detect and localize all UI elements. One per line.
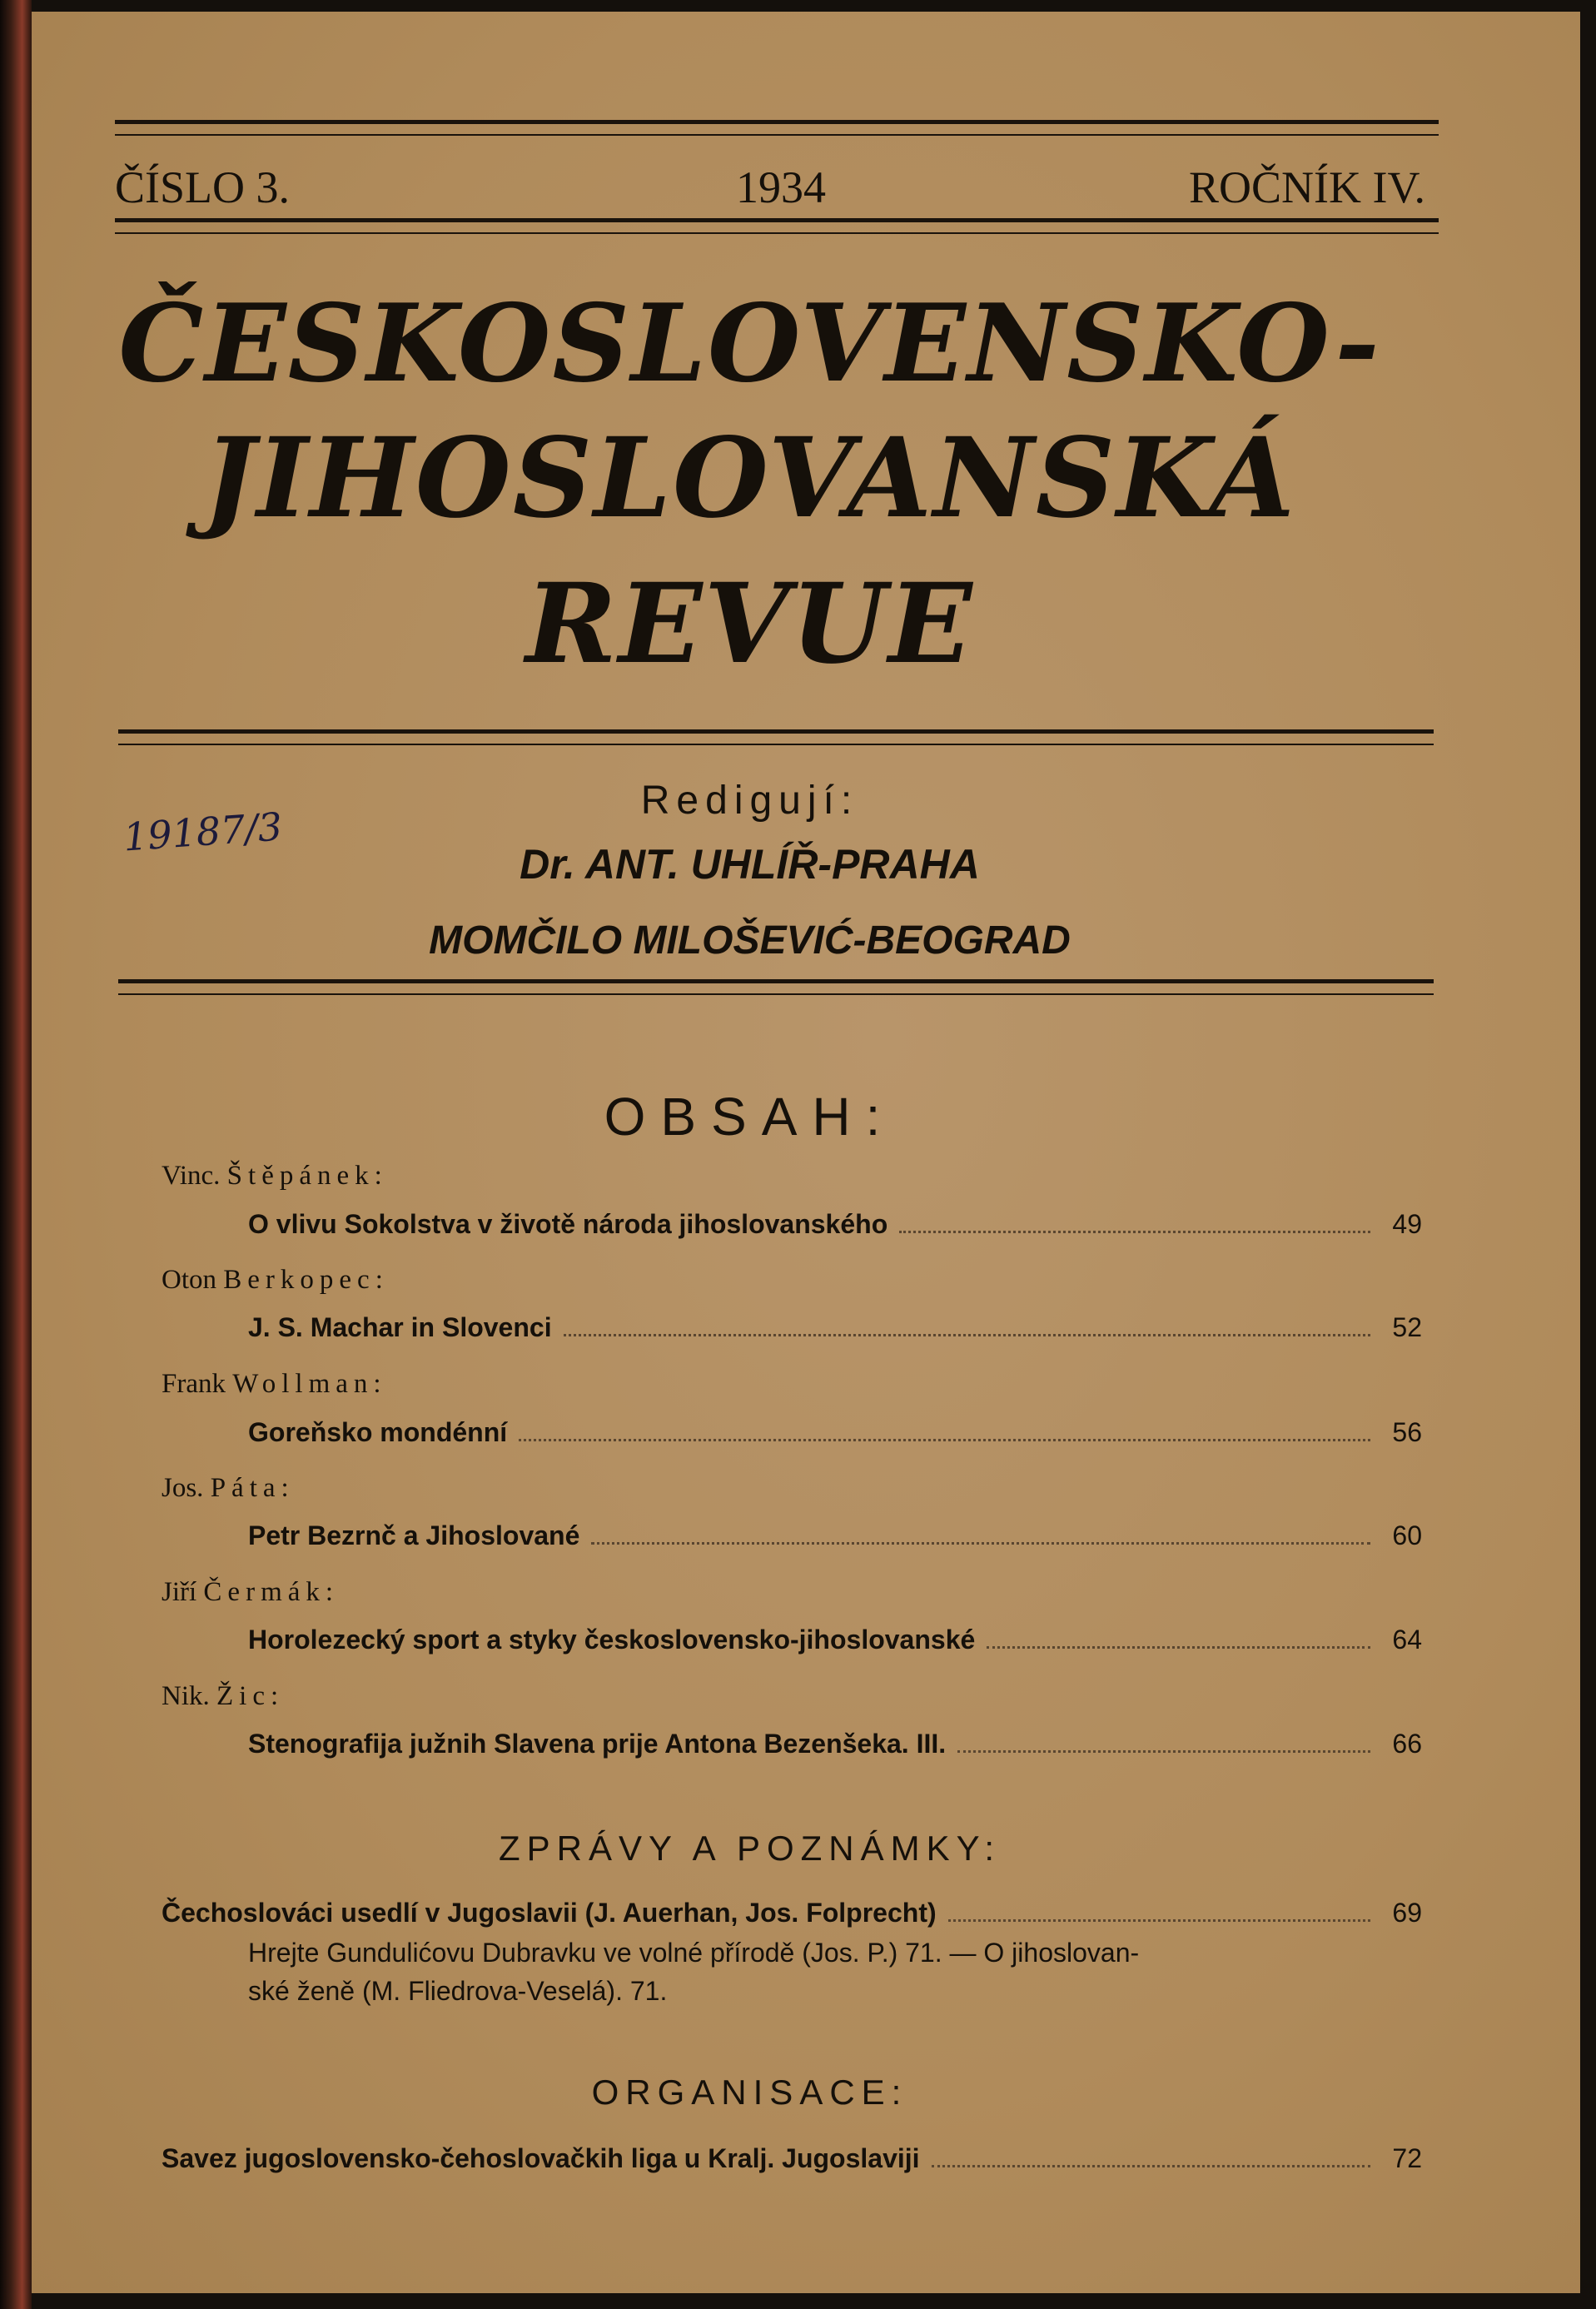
author-first-name: Frank bbox=[162, 1369, 226, 1399]
article-page: 66 bbox=[1392, 1729, 1422, 1759]
editors-rule bbox=[118, 979, 1434, 995]
editor-1: Dr. ANT. UHLÍŘ-PRAHA bbox=[520, 841, 980, 888]
title-line-2: JIHOSLOVANSKÁ bbox=[202, 414, 1297, 543]
dot-leader bbox=[899, 1231, 1370, 1233]
author-last-name: Berkopec: bbox=[223, 1265, 389, 1295]
volume-number: ROČNÍK IV. bbox=[1189, 162, 1426, 212]
news-entry bbox=[162, 1898, 1422, 1928]
author-first-name: Jiří bbox=[162, 1577, 197, 1607]
news-note-line-1: Hrejte Gundulićovu Dubravku ve volné přírodě (Jos. P.) 71. — O jihoslovan- bbox=[248, 1938, 1140, 1968]
dot-leader bbox=[519, 1439, 1370, 1441]
article-author bbox=[162, 1681, 284, 1712]
news-entry-title: Čechoslováci usedlí v Jugoslavii (J. Auerhan, Jos. Folprecht) bbox=[162, 1898, 937, 1928]
top-rule bbox=[115, 120, 1439, 136]
editors-label: Redigují: bbox=[640, 779, 859, 823]
article-author bbox=[162, 1577, 339, 1608]
article-entry bbox=[248, 1312, 1422, 1343]
article-entry bbox=[248, 1625, 1422, 1655]
article-title: O vlivu Sokolstva v životě národa jihoslovanského bbox=[248, 1209, 888, 1239]
issue-year: 1934 bbox=[736, 162, 826, 212]
editor-2: MOMČILO MILOŠEVIĆ-BEOGRAD bbox=[429, 918, 1071, 963]
dot-leader bbox=[591, 1542, 1370, 1545]
journal-cover-page bbox=[32, 12, 1580, 2293]
author-last-name: Čermák: bbox=[203, 1577, 340, 1607]
article-page: 64 bbox=[1392, 1625, 1422, 1655]
dot-leader bbox=[564, 1334, 1370, 1336]
article-title: Petr Bezrnč a Jihoslované bbox=[248, 1520, 580, 1550]
article-entry bbox=[248, 1729, 1422, 1759]
organisace-entry bbox=[162, 2143, 1422, 2174]
article-page: 52 bbox=[1392, 1312, 1422, 1342]
news-heading: ZPRÁVY A POZNÁMKY: bbox=[498, 1829, 1002, 1868]
author-last-name: Žic: bbox=[216, 1681, 285, 1711]
dot-leader bbox=[957, 1750, 1370, 1753]
author-last-name: Štěpánek: bbox=[226, 1161, 388, 1191]
dot-leader bbox=[932, 2165, 1370, 2167]
organisace-entry-title: Savez jugoslovensko-čehoslovačkih liga u Kralj. Jugoslaviji bbox=[162, 2143, 920, 2173]
article-author bbox=[162, 1473, 295, 1504]
title-rule bbox=[118, 729, 1434, 745]
author-first-name: Oton bbox=[162, 1265, 216, 1295]
article-title: Stenografija južnih Slavena prije Antona Bezenšeka. III. bbox=[248, 1729, 947, 1759]
article-author bbox=[162, 1369, 387, 1400]
article-page: 60 bbox=[1392, 1520, 1422, 1550]
organisace-heading: ORGANISACE: bbox=[591, 2073, 908, 2112]
author-first-name: Jos. bbox=[162, 1473, 204, 1503]
author-last-name: Páta: bbox=[210, 1473, 295, 1503]
news-entry-page: 69 bbox=[1392, 1898, 1422, 1928]
library-stamp: 19187/3 bbox=[122, 804, 284, 860]
dot-leader bbox=[987, 1646, 1370, 1649]
title-line-3: REVUE bbox=[525, 560, 974, 689]
article-entry bbox=[248, 1520, 1422, 1551]
article-author bbox=[162, 1265, 389, 1296]
issue-number: ČÍSLO 3. bbox=[115, 162, 291, 212]
dot-leader bbox=[948, 1919, 1370, 1922]
article-page: 56 bbox=[1392, 1417, 1422, 1447]
contents-heading: OBSAH: bbox=[604, 1087, 896, 1147]
header-rule bbox=[115, 218, 1439, 234]
author-first-name: Nik. bbox=[162, 1681, 210, 1711]
article-title: Goreňsko mondénní bbox=[248, 1417, 508, 1447]
article-page: 49 bbox=[1392, 1209, 1422, 1239]
article-title: J. S. Machar in Slovenci bbox=[248, 1312, 552, 1342]
article-entry bbox=[248, 1417, 1422, 1448]
organisace-entry-page: 72 bbox=[1392, 2143, 1422, 2173]
title-line-1: ČESKOSLOVENSKO- bbox=[118, 281, 1381, 406]
news-note-line-2: ské ženě (M. Fliedrova-Veselá). 71. bbox=[248, 1976, 668, 2006]
book-spine bbox=[0, 0, 32, 2309]
author-last-name: Wollman: bbox=[232, 1369, 387, 1399]
article-title: Horolezecký sport a styky československo-jihoslovanské bbox=[248, 1625, 976, 1655]
author-first-name: Vinc. bbox=[162, 1161, 221, 1191]
article-entry bbox=[248, 1209, 1422, 1240]
article-author bbox=[162, 1161, 388, 1192]
